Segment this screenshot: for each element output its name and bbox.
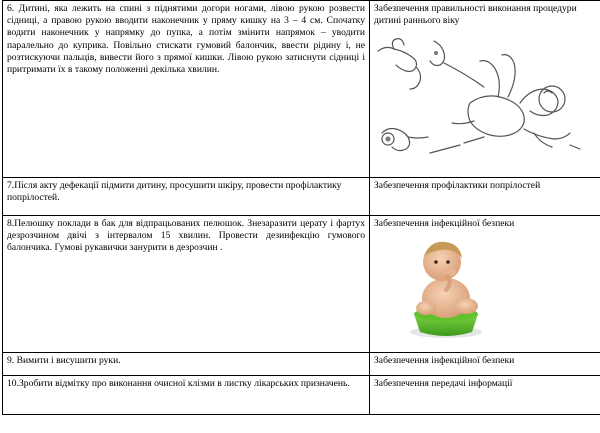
table-row xyxy=(3,1,600,178)
table-row xyxy=(3,353,600,376)
step-cell: 9. Вимити і висушити руки. xyxy=(3,353,370,376)
step-cell: 10.Зробити відмітку про виконання очисної клізми в листку лікарських призначень. xyxy=(3,376,370,415)
enema-procedure-illustration xyxy=(374,33,586,161)
purpose-text: Забезпечення інфекційної безпеки xyxy=(374,218,515,229)
purpose-cell: Забезпечення інфекційної безпеки xyxy=(370,353,600,376)
purpose-cell: Забезпечення профілактики попрілостей xyxy=(370,178,600,216)
purpose-cell xyxy=(370,1,600,178)
table-row xyxy=(3,178,600,216)
table-row xyxy=(3,216,600,353)
step-cell: 8.Пелюшку поклади в бак для відпрацьованих пелюшок. Знезаразити церату і фартух дезрозчином двічі з інтервалом 15 хвилин. Провести дезинфекцію гумового балончика. Гумові рукавички занурити в дезрозчин . xyxy=(3,216,370,353)
table-row xyxy=(3,376,600,415)
purpose-cell xyxy=(370,216,600,353)
step-cell: 6. Дитині, яка лежить на спині з піднятими догори ногами, лівою рукою розвести сідниці, а правою рукою вводити наконечник у пряму кишку на 3 – 4 см. Спочатку водити наконечник у напрямку до пупка, а потім змінити напрямок – уводити паралельно до куприка. Повільно стискати гумовий балончик, ввести рідину і, не розтискуючи пальців, вивести його з прямої кишки. Лівою рукою затиснути сідниці і притримати їх в такому положенні декілька хвилин. xyxy=(3,1,370,178)
purpose-text: Забезпечення правильності виконання процедури дитині раннього віку xyxy=(374,3,577,27)
step-cell: 7.Після акту дефекації підмити дитину, просушити шкіру, провести профілактику попрілостей. xyxy=(3,178,370,216)
baby-on-potty-photo xyxy=(392,236,502,340)
procedure-table xyxy=(2,0,600,415)
purpose-cell: Забезпечення передачі інформації xyxy=(370,376,600,415)
